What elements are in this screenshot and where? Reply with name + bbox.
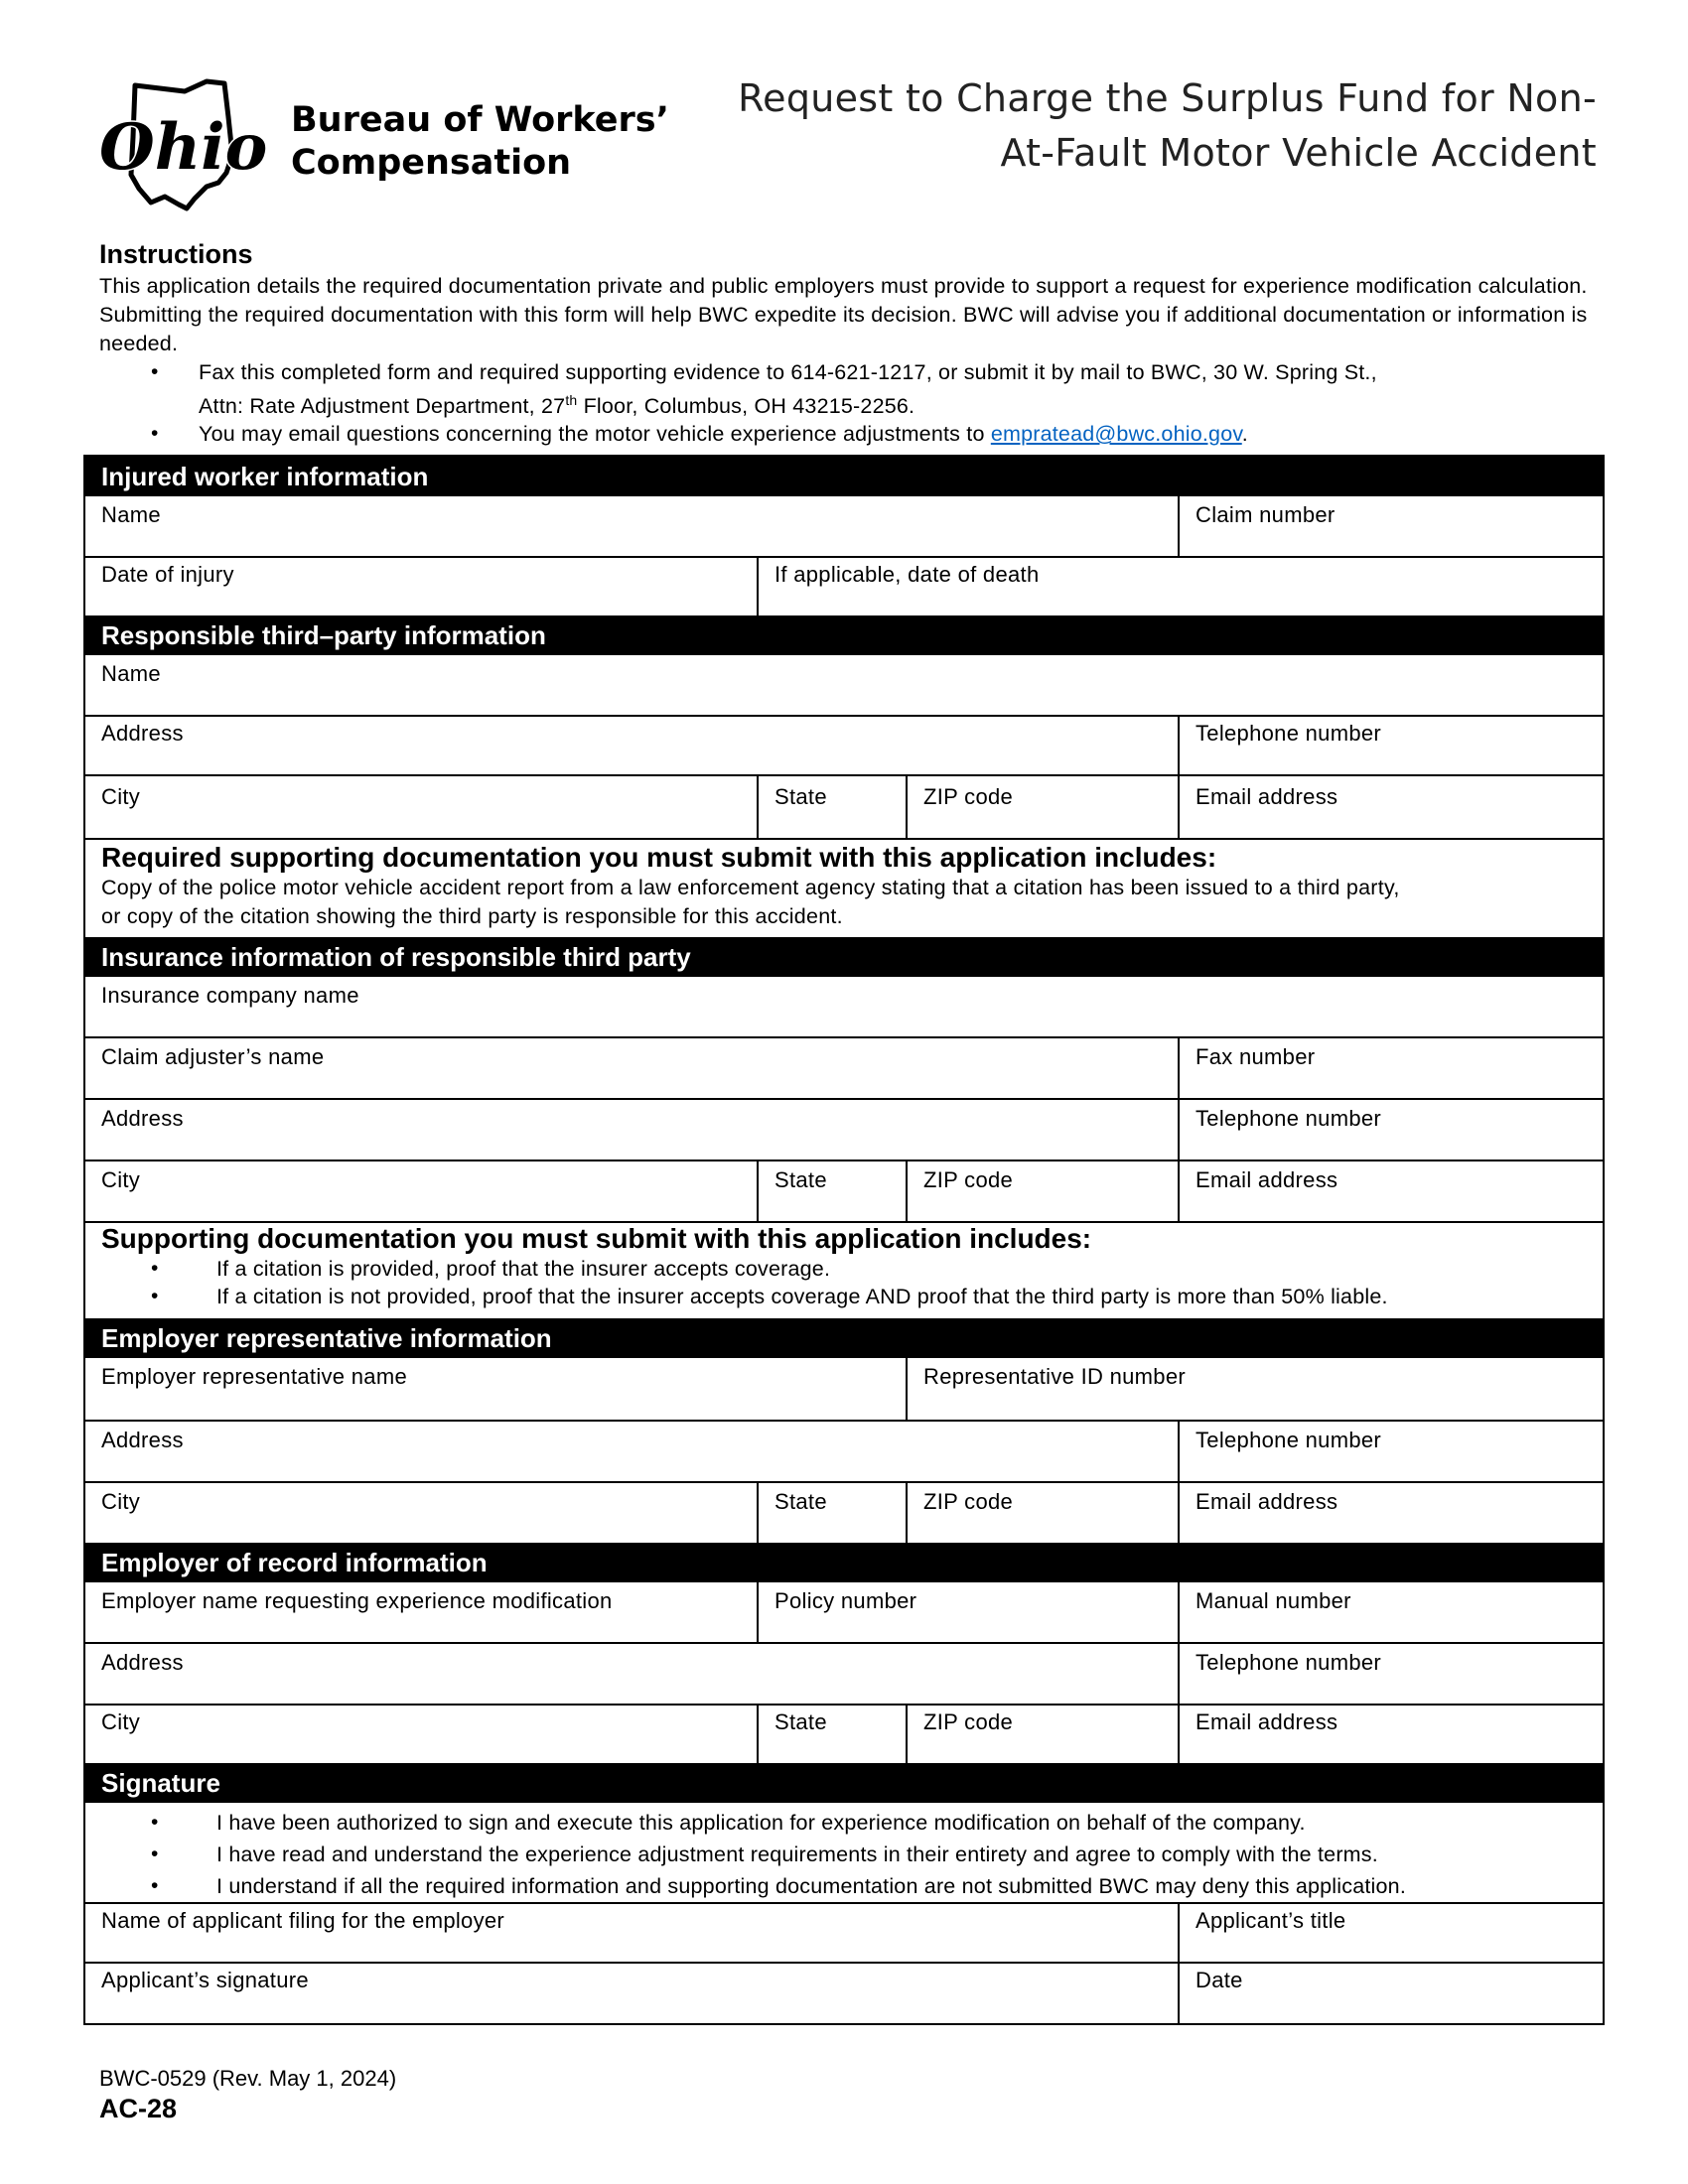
supporting-docs-heading: Supporting documentation you must submit with this application includes: — [101, 1223, 1092, 1254]
third-party-zip-field[interactable] — [908, 778, 1180, 838]
email-text: You may email questions concerning the motor vehicle experience adjustments to — [199, 422, 991, 447]
insurance-company-label: Insurance company name — [101, 983, 359, 1008]
applicant-title-label: Applicant’s title — [1196, 1908, 1346, 1933]
injured-worker-name-field[interactable] — [85, 496, 1180, 556]
third-party-city-label: City — [101, 784, 141, 809]
applicant-name-label: Name of applicant filing for the employer — [101, 1908, 505, 1933]
applicant-title-field[interactable] — [1180, 1902, 1603, 1962]
employer-rep-telephone-label: Telephone number — [1196, 1428, 1382, 1452]
instructions — [99, 238, 1609, 448]
employer-rep-telephone-field[interactable] — [1180, 1422, 1603, 1481]
insurance-zip-field[interactable] — [908, 1161, 1180, 1221]
employer-address-label: Address — [101, 1650, 184, 1675]
insurance-telephone-field[interactable] — [1180, 1100, 1603, 1160]
insurance-fax-field[interactable] — [1180, 1038, 1603, 1098]
claim-number-label: Claim number — [1196, 502, 1336, 527]
signature-bullet2: • I have read and understand the experience adjustment requirements in their entirety and agree to comply with the terms. — [101, 1839, 1603, 1870]
instructions-bullet-email — [99, 420, 1609, 448]
required-docs-heading: Required supporting documentation you must submit with this application includes: — [101, 842, 1217, 873]
fax-line2-sup: th — [565, 392, 578, 408]
applicant-signature-label: Applicant’s signature — [101, 1968, 309, 1992]
third-party-telephone-field[interactable] — [1180, 715, 1603, 774]
employer-rep-email-label: Email address — [1196, 1489, 1338, 1514]
third-party-header: Responsible third–party information — [85, 615, 1603, 655]
employer-city-label: City — [101, 1709, 141, 1734]
employer-rep-state-field[interactable] — [759, 1483, 908, 1543]
signature-bullet3: • I understand if all the required information and supporting documentation are not submitted BWC may deny this application. — [101, 1870, 1603, 1902]
rep-id-label: Representative ID number — [923, 1364, 1186, 1389]
contact-email-link[interactable]: empratead@bwc.ohio.gov — [990, 422, 1242, 447]
form-title — [703, 71, 1597, 181]
form-code: AC-28 — [99, 2094, 178, 2123]
employer-rep-city-field[interactable] — [85, 1483, 759, 1543]
third-party-zip-label: ZIP code — [923, 784, 1014, 809]
third-party-state-label: State — [774, 784, 827, 809]
signature-attestations — [85, 1807, 1603, 1902]
application-form — [83, 455, 1605, 2025]
insurance-fax-label: Fax number — [1196, 1044, 1316, 1069]
agency-name-line2: Compensation — [291, 143, 572, 183]
email-text-end: . — [1241, 422, 1248, 447]
date-of-death-field[interactable] — [759, 556, 1603, 615]
required-docs-line1: Copy of the police motor vehicle accident report from a law enforcement agency stating that a citation has been issued to a third party, — [101, 876, 1400, 899]
supporting-docs-note — [85, 1223, 1603, 1310]
signature-date-field[interactable] — [1180, 1962, 1603, 2021]
employer-rep-name-label: Employer representative name — [101, 1364, 407, 1389]
insurance-city-label: City — [101, 1167, 141, 1192]
manual-number-label: Manual number — [1196, 1588, 1351, 1613]
insurance-city-field[interactable] — [85, 1161, 759, 1221]
employer-email-field[interactable] — [1180, 1704, 1603, 1763]
supporting-docs-list — [101, 1255, 1603, 1310]
insurance-header: Insurance information of responsible third party — [85, 937, 1603, 977]
employer-rep-header: Employer representative information — [85, 1318, 1603, 1358]
employer-state-field[interactable] — [759, 1704, 908, 1763]
ohio-logo — [95, 77, 274, 216]
ohio-logo-script: Ohio — [99, 110, 268, 185]
employer-rep-zip-field[interactable] — [908, 1483, 1180, 1543]
employer-zip-label: ZIP code — [923, 1709, 1014, 1734]
instructions-body: This application details the required documentation private and public employers must provide to support a request for experience modification calculation. Submitting the required documentation with this form will help BWC expedite its decision. BWC will advise you if additional documentation or information is needed. — [99, 274, 1588, 355]
date-of-injury-field[interactable] — [85, 556, 759, 615]
fax-line2-pre: Attn: Rate Adjustment Department, 27 — [199, 394, 566, 419]
form-title-line1: Request to Charge the Surplus Fund for Non- — [738, 76, 1597, 120]
agency-name — [291, 99, 669, 185]
employer-address-field[interactable] — [85, 1644, 1180, 1704]
employer-state-label: State — [774, 1709, 827, 1734]
supporting-docs-bullet1: • If a citation is provided, proof that the insurer accepts coverage. — [101, 1255, 1603, 1283]
employer-telephone-field[interactable] — [1180, 1644, 1603, 1704]
claim-adjuster-field[interactable] — [85, 1038, 1180, 1098]
third-party-name-field[interactable] — [85, 655, 1603, 715]
signature-bullet1: • I have been authorized to sign and execute this application for experience modification on behalf of the company. — [101, 1807, 1603, 1839]
fax-line2-post: Floor, Columbus, OH 43215-2256. — [577, 394, 915, 419]
manual-number-field[interactable] — [1180, 1582, 1603, 1642]
third-party-address-label: Address — [101, 721, 184, 746]
policy-number-field[interactable] — [759, 1582, 1180, 1642]
employer-name-field[interactable] — [85, 1582, 759, 1642]
employer-rep-name-field[interactable] — [85, 1358, 908, 1418]
form-title-line2: At-Fault Motor Vehicle Accident — [1000, 131, 1597, 175]
agency-name-line1: Bureau of Workers’ — [291, 100, 669, 140]
rep-id-field[interactable] — [908, 1358, 1603, 1418]
employer-rep-zip-label: ZIP code — [923, 1489, 1014, 1514]
third-party-email-field[interactable] — [1180, 778, 1603, 838]
insurance-telephone-label: Telephone number — [1196, 1106, 1382, 1131]
date-of-death-label: If applicable, date of death — [774, 562, 1040, 587]
insurance-address-field[interactable] — [85, 1100, 1180, 1160]
employer-city-field[interactable] — [85, 1704, 759, 1763]
required-docs-line2: or copy of the citation showing the third party is responsible for this accident. — [101, 904, 843, 928]
claim-adjuster-label: Claim adjuster’s name — [101, 1044, 325, 1069]
employer-rep-address-field[interactable] — [85, 1422, 1180, 1481]
instructions-heading: Instructions — [99, 239, 253, 269]
footer — [99, 2065, 396, 2124]
injured-worker-header: Injured worker information — [85, 457, 1603, 496]
insurance-state-label: State — [774, 1167, 827, 1192]
insurance-state-field[interactable] — [759, 1161, 908, 1221]
signature-date-label: Date — [1196, 1968, 1243, 1992]
insurance-email-field[interactable] — [1180, 1161, 1603, 1221]
employer-telephone-label: Telephone number — [1196, 1650, 1382, 1675]
third-party-state-field[interactable] — [759, 778, 908, 838]
applicant-signature-field[interactable] — [85, 1962, 1180, 2021]
employer-rep-city-label: City — [101, 1489, 141, 1514]
employer-record-header: Employer of record information — [85, 1543, 1603, 1582]
employer-rep-state-label: State — [774, 1489, 827, 1514]
third-party-email-label: Email address — [1196, 784, 1338, 809]
insurance-zip-label: ZIP code — [923, 1167, 1014, 1192]
employer-rep-address-label: Address — [101, 1428, 184, 1452]
required-docs-note — [85, 842, 1603, 931]
form-id: BWC-0529 (Rev. May 1, 2024) — [99, 2066, 397, 2091]
instructions-bullet-fax — [99, 358, 1609, 420]
third-party-address-field[interactable] — [85, 715, 1180, 774]
signature-list — [101, 1807, 1603, 1902]
insurance-email-label: Email address — [1196, 1167, 1338, 1192]
third-party-telephone-label: Telephone number — [1196, 721, 1382, 746]
employer-zip-field[interactable] — [908, 1704, 1180, 1763]
instructions-list — [99, 358, 1609, 448]
fax-line1: Fax this completed form and required supporting evidence to 614-621-1217, or submit it by mail to BWC, 30 W. Spring St., — [199, 360, 1377, 384]
policy-number-label: Policy number — [774, 1588, 917, 1613]
applicant-name-field[interactable] — [85, 1902, 1180, 1962]
third-party-name-label: Name — [101, 661, 161, 686]
employer-rep-email-field[interactable] — [1180, 1483, 1603, 1543]
supporting-docs-bullet2: • If a citation is not provided, proof that the insurer accepts coverage AND proof that the third party is more than 50% liable. — [101, 1283, 1603, 1310]
injured-worker-name-label: Name — [101, 502, 161, 527]
employer-name-label: Employer name requesting experience modification — [101, 1588, 613, 1613]
date-of-injury-label: Date of injury — [101, 562, 234, 587]
signature-header: Signature — [85, 1763, 1603, 1803]
insurance-company-field[interactable] — [85, 977, 1603, 1036]
claim-number-field[interactable] — [1180, 496, 1603, 556]
third-party-city-field[interactable] — [85, 778, 759, 838]
employer-email-label: Email address — [1196, 1709, 1338, 1734]
insurance-address-label: Address — [101, 1106, 184, 1131]
